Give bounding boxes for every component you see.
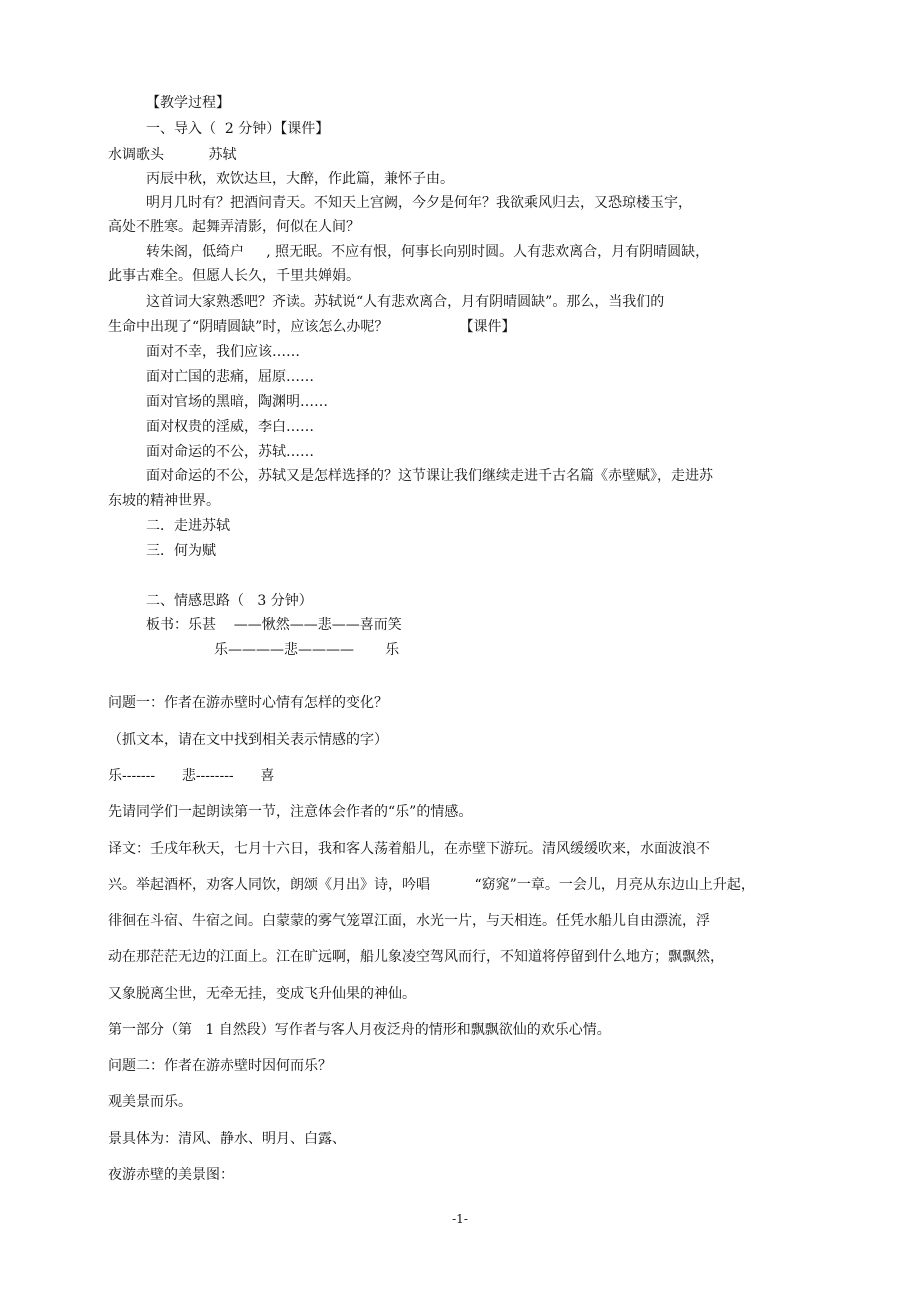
question-line: 问题一：作者在游赤壁时心情有怎样的变化？ bbox=[108, 695, 388, 711]
translation-line: 动在那茫茫无边的江面上。江在旷远啊，船儿象凌空驾风而行，不知道将停留到什么地方；飘飘然， bbox=[108, 949, 724, 965]
question-line: 问题二：作者在游赤壁时因何而乐？ bbox=[108, 1058, 332, 1074]
poem-line: 此事古难全。但愿人长久，千里共婵娟。 bbox=[108, 268, 360, 284]
translation-line: 译文：壬戌年秋天，七月十六日，我和客人荡着船儿，在赤壁下游玩。清风缓缓吹来，水面波浪不 bbox=[108, 841, 710, 857]
list-item: 面对权贵的淫威，李白…… bbox=[146, 419, 314, 435]
section-heading: 三．何为赋 bbox=[146, 543, 216, 559]
paragraph-line: 面对命运的不公，苏轼又是怎样选择的？这节课让我们继续走进千古名篇《赤壁赋》，走进苏 bbox=[146, 468, 713, 484]
page-number: -1- bbox=[452, 1212, 468, 1226]
poem-line: 转朱阁，低绮户 , 照无眠。不应有恨，何事长向别时圆。人有悲欢离合，月有阴晴圆缺， bbox=[146, 244, 710, 260]
paragraph-line: 生命中出现了“阴晴圆缺”时，应该怎么办呢？ 【课件】 bbox=[108, 319, 516, 335]
paragraph-line: 景具体为：清风、静水、明月、白露、 bbox=[108, 1131, 346, 1147]
section-heading-teaching-process: 【教学过程】 bbox=[146, 95, 230, 111]
list-item: 面对官场的黑暗，陶渊明…… bbox=[146, 394, 328, 410]
translation-line: 兴。举起酒杯，劝客人同饮，朗颂《月出》诗，吟唱 “窈窕”一章。一会儿，月亮从东边山上升起， bbox=[108, 877, 755, 893]
paragraph-line: 这首词大家熟悉吧？齐读。苏轼说“人有悲欢离合，月有阴晴圆缺”。那么，当我们的 bbox=[146, 294, 665, 310]
translation-line: 又象脱离尘世，无牵无挂，变成飞升仙果的神仙。 bbox=[108, 986, 416, 1002]
poem-line: 明月几时有？把酒问青天。不知天上宫阙，今夕是何年？我欲乘风归去，又恐琼楼玉宇， bbox=[146, 195, 692, 211]
board-notes: 板书：乐甚 ——愀然——悲——喜而笑 bbox=[146, 617, 402, 633]
paragraph-line: 东坡的精神世界。 bbox=[108, 493, 220, 509]
board-notes: 乐————悲———— 乐 bbox=[214, 642, 400, 658]
translation-line: 徘徊在斗宿、牛宿之间。白蒙蒙的雾气笼罩江面，水光一片，与天相连。任凭水船儿自由漂流，浮 bbox=[108, 913, 710, 929]
poem-title: 水调歌头 苏轼 bbox=[108, 147, 237, 163]
section-heading-emotion: 二、情感思路（ 3 分钟） bbox=[146, 593, 313, 609]
list-item: 面对亡国的悲痛，屈原…… bbox=[146, 369, 314, 385]
section-heading-intro: 一、导入（ 2 分钟）【课件】 bbox=[146, 121, 330, 137]
list-item: 面对不幸，我们应该…… bbox=[146, 344, 300, 360]
section-heading: 二．走进苏轼 bbox=[146, 518, 230, 534]
paragraph-line: 乐------- 悲-------- 喜 bbox=[108, 768, 275, 784]
list-item: 面对命运的不公，苏轼…… bbox=[146, 444, 314, 460]
paragraph-line: 第一部分（第 1 自然段）写作者与客人月夜泛舟的情形和飘飘欲仙的欢乐心情。 bbox=[108, 1022, 611, 1038]
paragraph-line: 夜游赤壁的美景图： bbox=[108, 1167, 234, 1183]
paragraph-line: 先请同学们一起朗读第一节，注意体会作者的“乐”的情感。 bbox=[108, 804, 473, 820]
paragraph-line: 观美景而乐。 bbox=[108, 1094, 192, 1110]
poem-preface: 丙辰中秋，欢饮达旦，大醉，作此篇，兼怀子由。 bbox=[146, 171, 454, 187]
poem-line: 高处不胜寒。起舞弄清影，何似在人间？ bbox=[108, 219, 360, 235]
paragraph-line: （抓文本，请在文中找到相关表示情感的字） bbox=[108, 732, 388, 748]
